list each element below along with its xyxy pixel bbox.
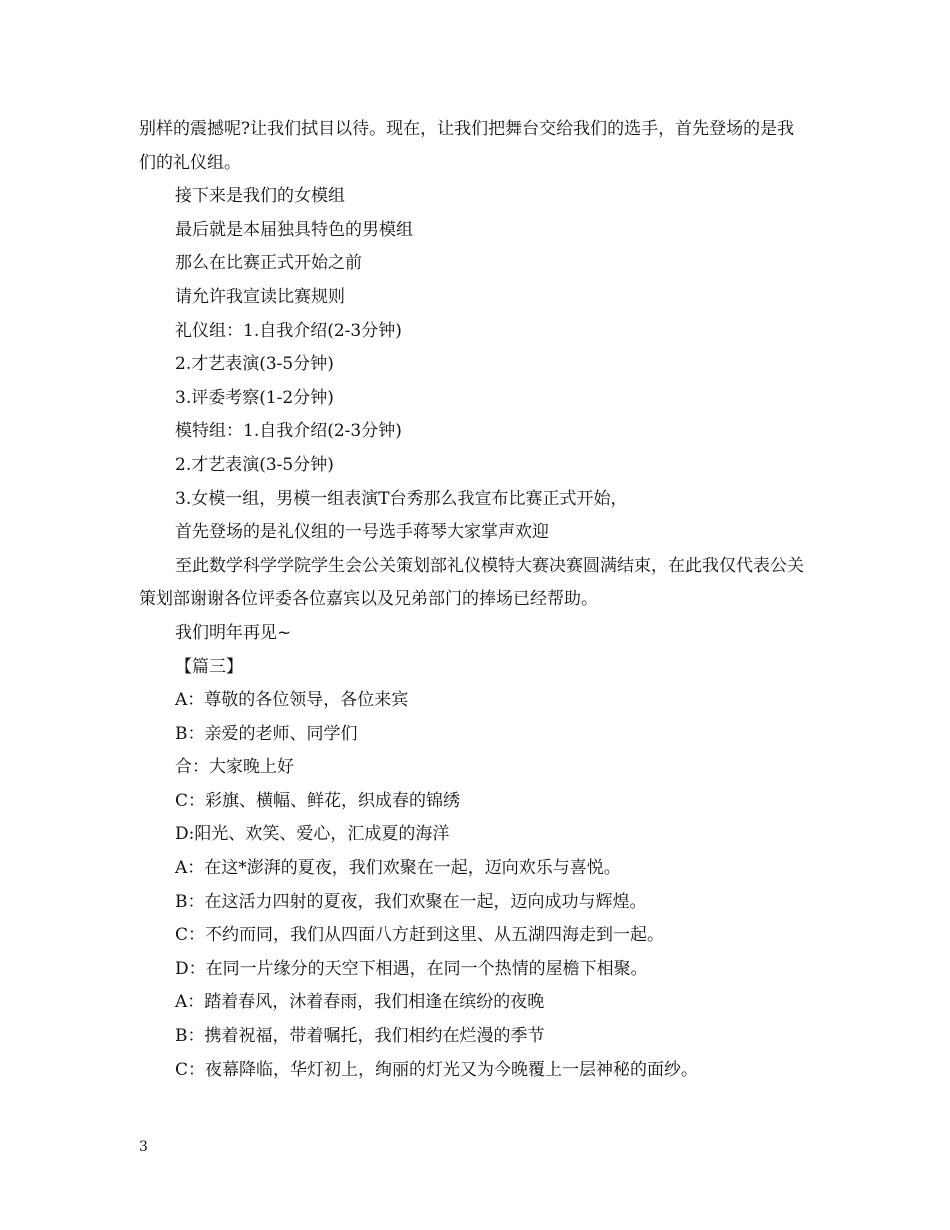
paragraph: D:阳光、欢笑、爱心，汇成夏的海洋 [175, 824, 450, 845]
section-heading: 【篇三】 [175, 656, 243, 677]
document-body [139, 113, 811, 1087]
paragraph: B：携着祝福，带着嘱托，我们相约在烂漫的季节 [175, 1026, 545, 1047]
paragraph: C：彩旗、横幅、鲜花，织成春的锦绣 [175, 790, 461, 811]
paragraph: 合：大家晚上好 [175, 757, 294, 778]
paragraph: A：在这*澎湃的夏夜，我们欢聚在一起，迈向欢乐与喜悦。 [175, 858, 621, 879]
paragraph: 2.才艺表演(3-5分钟) [175, 454, 334, 475]
paragraph: 别样的震撼呢?让我们拭目以待。现在，让我们把舞台交给我们的选手，首先登场的是我们的礼仪组。 [139, 119, 795, 173]
paragraph: B：亲爱的老师、同学们 [175, 723, 358, 744]
paragraph: 至此数学科学学院学生会公关策划部礼仪模特大赛决赛圆满结束，在此我仅代表公关策划部谢谢各位评委各位嘉宾以及兄弟部门的捧场已经帮助。 [139, 555, 804, 610]
paragraph: C：不约而同，我们从四面八方赶到这里、从五湖四海走到一起。 [175, 925, 665, 946]
paragraph: A：踏着春风，沐着春雨，我们相逢在缤纷的夜晚 [175, 992, 545, 1013]
paragraph: C：夜幕降临，华灯初上，绚丽的灯光又为今晚覆上一层神秘的面纱。 [175, 1059, 699, 1080]
paragraph: D：在同一片缘分的天空下相遇，在同一个热情的屋檐下相聚。 [175, 958, 648, 979]
paragraph: 接下来是我们的女模组 [175, 186, 345, 207]
paragraph: 礼仪组：1.自我介绍(2-3分钟) [175, 320, 402, 341]
paragraph: 3.女模一组，男模一组表演T台秀那么我宣布比赛正式开始， [175, 488, 628, 509]
paragraph: 请允许我宣读比赛规则 [175, 286, 345, 307]
paragraph: 最后就是本届独具特色的男模组 [175, 219, 413, 240]
paragraph: 首先登场的是礼仪组的一号选手蒋琴大家掌声欢迎 [175, 522, 549, 543]
page-number: 3 [139, 1139, 148, 1155]
paragraph: 模特组：1.自我介绍(2-3分钟) [175, 421, 402, 442]
paragraph: A：尊敬的各位领导，各位来宾 [175, 690, 409, 711]
paragraph: 我们明年再见~ [175, 622, 292, 643]
paragraph: 3.评委考察(1-2分钟) [175, 387, 334, 408]
paragraph: B：在这活力四射的夏夜，我们欢聚在一起，迈向成功与辉煌。 [175, 891, 647, 912]
paragraph: 那么在比赛正式开始之前 [175, 253, 362, 274]
paragraph: 2.才艺表演(3-5分钟) [175, 354, 334, 375]
